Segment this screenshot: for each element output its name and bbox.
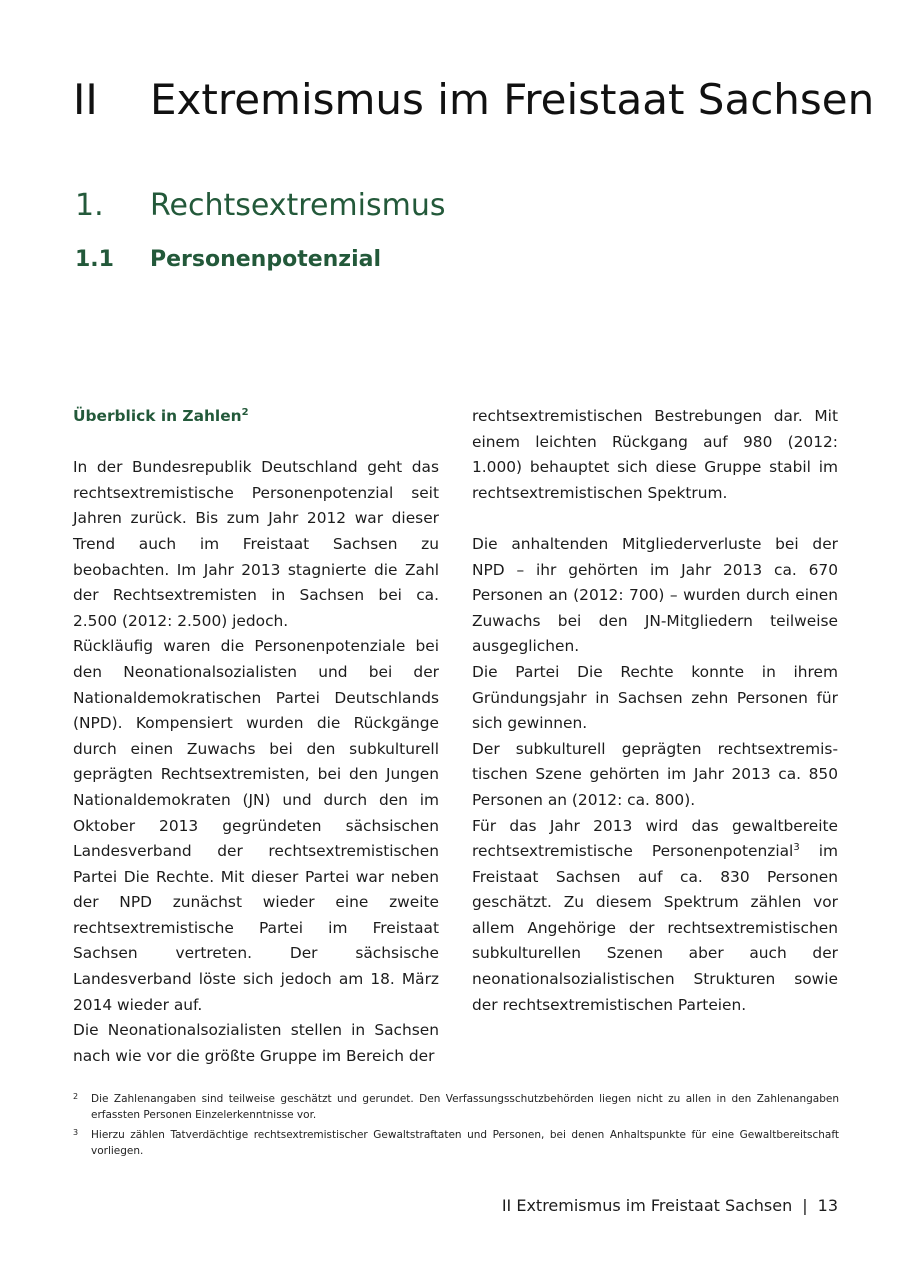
- paragraph: In der Bundesrepublik Deutschland geht das rechtsextremistische Personenpotenzial seit Jahren zurück. Bis zum Jahr 2012 war dieser Trend auch im Freistaat Sachsen zu beobachten. Im Jahr 2013 stagnierte die Zahl der Rechtsextremisten in Sachsen bei ca. 2.500 (2012: 2.500) jedoch.: [73, 458, 439, 630]
- chapter-heading: [73, 72, 874, 128]
- page-footer: [502, 1195, 838, 1217]
- subsection-title: Personenpotenzial: [150, 247, 382, 272]
- section-title: Rechtsextremismus: [150, 188, 446, 223]
- footnote: [73, 1091, 839, 1123]
- footnotes: [73, 1091, 839, 1163]
- running-title: II Extremismus im Freistaat Sachsen: [501, 1196, 793, 1215]
- paragraph: Die Partei Die Rechte konnte in ihrem Gründungsjahr in Sachsen zehn Personen für sich gewinnen.: [472, 662, 838, 733]
- footer-separator: |: [802, 1196, 808, 1215]
- footnote-text: Die Zahlenangaben sind teilweise geschätzt und gerundet. Den Verfassungsschutzbehörden liegen nicht zu allen in den Zahlenangaben erfassten Personen Einzelerkenntnisse vor.: [91, 1093, 839, 1121]
- left-column: [73, 404, 439, 1069]
- paragraph: Die Neonationalsozialisten stellen in Sachsen nach wie vor die größte Gruppe im Bereich der: [73, 1021, 439, 1065]
- footnote-number: 3: [73, 1128, 79, 1137]
- chapter-title: Extremismus im Freistaat Sachsen: [150, 75, 875, 124]
- overview-subheading: Überblick in Zahlen$^2$: [73, 406, 249, 425]
- footnote-ref-3[interactable]: 3: [793, 841, 800, 853]
- section-heading: [75, 186, 446, 226]
- footnote-text: Hierzu zählen Tatverdächtige rechtsextremistischer Gewaltstraftaten und Personen, bei denen Anhaltspunkte für eine Gewaltbereitschaft vorliegen.: [91, 1129, 839, 1157]
- chapter-number: II: [73, 75, 98, 124]
- section-number: 1.: [75, 188, 104, 223]
- subsection-heading: [75, 244, 381, 276]
- subsection-number: 1.1: [75, 247, 114, 272]
- page-number: 13: [817, 1196, 838, 1215]
- paragraph: Der subkulturell geprägten rechtsextremistischen Szene gehörten im Jahr 2013 ca. 850 Personen an (2012: ca. 800).: [472, 739, 838, 809]
- footnote: [73, 1127, 839, 1159]
- footnote-ref-2[interactable]: 2: [241, 406, 249, 418]
- paragraph: Für das Jahr 2013 wird das gewaltbereite rechtsextremistische Personenpotenzial$^3$ im Freistaat Sachsen auf ca. 830 Personen geschätzt. Zu diesem Spektrum zählen vor allem Angehörige der rechtsextremistischen subkulturellen Szenen aber auch der neonationalsozialistischen Strukturen sowie der rechtsextremistischen Parteien.: [472, 816, 838, 1014]
- right-column: [472, 404, 838, 1018]
- paragraph: Rückläufig waren die Personenpotenziale bei den Neonationalsozialisten und bei der Nationaldemokratischen Partei Deutschlands (NPD). Kompensiert wurden die Rückgänge durch einen Zuwachs bei den subkulturell geprägten Rechtsextremisten, bei den Jungen Nationaldemokraten (JN) und durch den im Oktober 2013 gegründeten sächsischen Landesverband der rechtsextremistischen Partei Die Rechte. Mit dieser Partei war neben der NPD zunächst wieder eine zweite rechtsextremistische Partei im Freistaat Sachsen vertreten. Der sächsische Landesverband löste sich jedoch am 18. März 2014 wieder auf.: [73, 637, 439, 1014]
- paragraph: Die anhaltenden Mitgliederverluste bei der NPD – ihr gehörten im Jahr 2013 ca. 670 Personen an (2012: 700) – wurden durch einen Zuwachs bei den JN-Mitgliedern teilweise ausgeglichen.: [472, 534, 838, 656]
- footnote-number: 2: [73, 1092, 79, 1101]
- paragraph: rechtsextremistischen Bestrebungen dar. Mit einem leichten Rückgang auf 980 (2012: 1.000) behauptet sich diese Gruppe stabil im rechtsextremistischen Spektrum.: [472, 407, 838, 502]
